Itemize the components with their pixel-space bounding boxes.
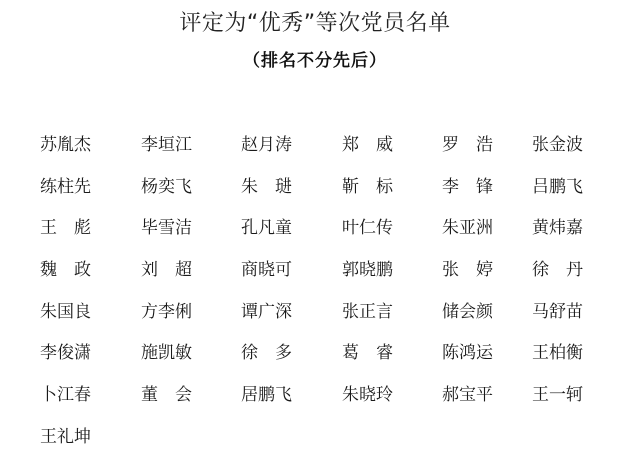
member-name: 董 会 bbox=[141, 385, 192, 406]
member-name: 商晓可 bbox=[241, 260, 292, 281]
document-subtitle: （排名不分先后） bbox=[243, 51, 387, 71]
name-row bbox=[40, 210, 620, 252]
member-name: 谭广深 bbox=[241, 301, 292, 322]
member-name: 刘 超 bbox=[141, 260, 192, 281]
member-name: 李俊潇 bbox=[40, 343, 91, 364]
member-name: 孔凡童 bbox=[241, 218, 292, 239]
member-name: 赵月涛 bbox=[241, 135, 292, 155]
member-name: 朱国良 bbox=[40, 301, 91, 322]
member-name: 徐 丹 bbox=[532, 260, 583, 281]
name-row bbox=[40, 127, 620, 169]
member-name: 葛 睿 bbox=[342, 343, 393, 364]
member-name: 黄炜嘉 bbox=[532, 218, 583, 239]
member-name: 魏 政 bbox=[40, 260, 91, 281]
name-row bbox=[40, 335, 620, 377]
member-name: 靳 标 bbox=[342, 176, 393, 197]
member-name: 郝宝平 bbox=[442, 385, 493, 406]
member-name: 张金波 bbox=[532, 135, 583, 155]
member-name: 叶仁传 bbox=[342, 218, 393, 239]
member-name: 李垣江 bbox=[141, 135, 192, 155]
member-name: 王柏衡 bbox=[532, 343, 583, 364]
name-list bbox=[40, 127, 620, 461]
member-name: 张 婷 bbox=[442, 260, 493, 281]
name-row bbox=[40, 294, 620, 336]
member-name: 施凯敏 bbox=[141, 343, 192, 364]
member-name: 朱晓玲 bbox=[342, 385, 393, 406]
member-name: 马舒苗 bbox=[532, 301, 583, 322]
member-name: 朱 琎 bbox=[241, 176, 292, 197]
member-name: 卜江春 bbox=[40, 385, 91, 406]
member-name: 毕雪洁 bbox=[141, 218, 192, 239]
document-title: 评定为“优秀”等次党员名单 bbox=[179, 11, 451, 36]
member-name: 苏胤杰 bbox=[40, 135, 91, 155]
member-name: 储会颜 bbox=[442, 301, 493, 322]
name-row bbox=[40, 377, 620, 419]
name-row bbox=[40, 419, 620, 461]
member-name: 杨奕飞 bbox=[141, 176, 192, 197]
member-name: 练柱先 bbox=[40, 176, 91, 197]
name-row bbox=[40, 169, 620, 211]
member-name: 罗 浩 bbox=[442, 135, 493, 155]
member-name: 吕鹏飞 bbox=[532, 176, 583, 197]
member-name: 王礼坤 bbox=[40, 426, 91, 447]
member-name: 朱亚洲 bbox=[442, 218, 493, 239]
member-name: 陈鸿运 bbox=[442, 343, 493, 364]
member-name: 李 锋 bbox=[442, 176, 493, 197]
member-name: 郭晓鹏 bbox=[342, 260, 393, 281]
member-name: 居鹏飞 bbox=[241, 385, 292, 406]
member-name: 徐 多 bbox=[241, 343, 292, 364]
member-name: 方李俐 bbox=[141, 301, 192, 322]
member-name: 郑 威 bbox=[342, 135, 393, 155]
member-name: 王一轲 bbox=[532, 385, 583, 406]
member-name: 张正言 bbox=[342, 301, 393, 322]
name-row bbox=[40, 252, 620, 294]
member-name: 王 彪 bbox=[40, 218, 91, 239]
